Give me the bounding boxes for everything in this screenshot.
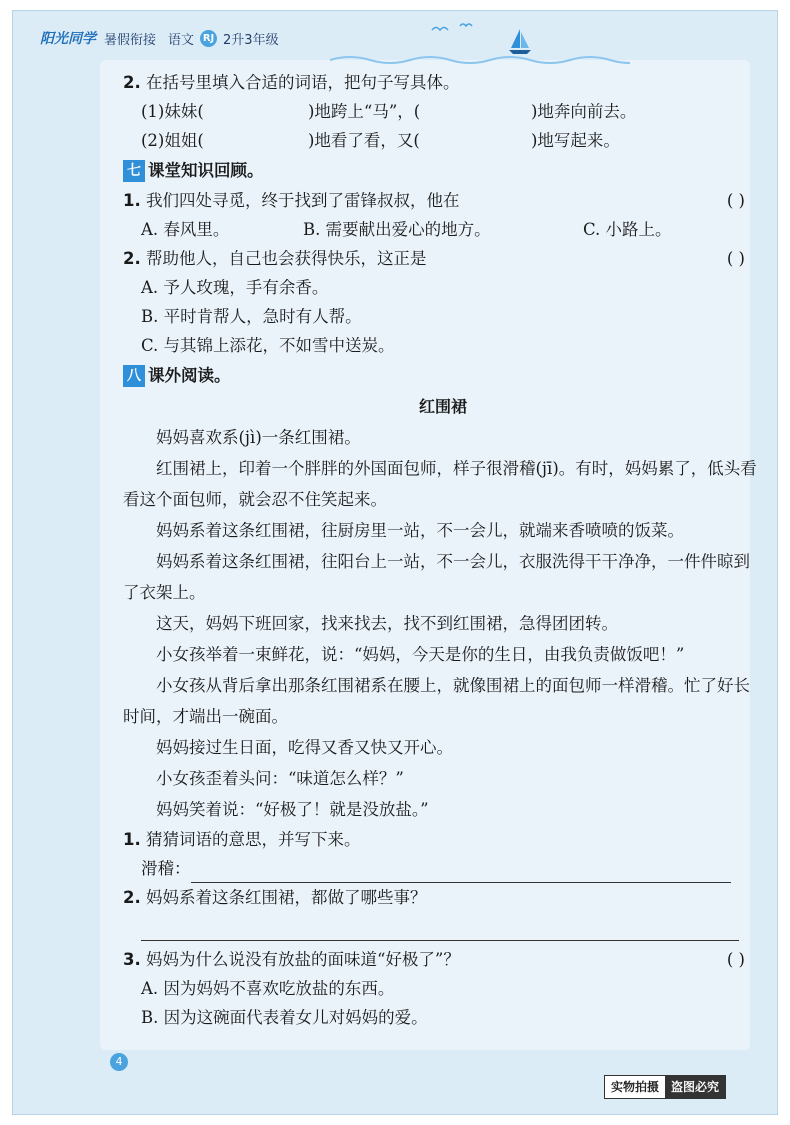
paragraph: 小女孩举着一束鲜花，说：“妈妈，今天是你的生日，由我负责做饭吧！” bbox=[156, 645, 685, 664]
answer-paren[interactable]: ( ) bbox=[726, 191, 745, 210]
option-c: C. 与其锦上添花，不如雪中送炭。 bbox=[141, 336, 395, 355]
series-label: 暑假衔接 bbox=[104, 32, 157, 48]
option-b: B. 平时肯帮人，急时有人帮。 bbox=[141, 307, 362, 326]
paragraph: 红围裙上，印着一个胖胖的外国面包师，样子很滑稽(jī)。有时，妈妈累了，低头看看这个面包师，就会忍不住笑起来。 bbox=[123, 459, 757, 509]
paragraph: 妈妈接过生日面，吃得又香又快又开心。 bbox=[156, 738, 453, 757]
paragraph: 这天，妈妈下班回家，找来找去，找不到红围裙，急得团团转。 bbox=[156, 614, 618, 633]
edition-badge: RJ bbox=[200, 30, 217, 47]
page-number: 4 bbox=[110, 1053, 128, 1071]
reading-question-1: 1. 猜猜词语的意思，并写下来。 bbox=[123, 830, 361, 849]
wave-decoration bbox=[330, 52, 630, 66]
paragraph: 小女孩歪着头问：“味道怎么样？” bbox=[156, 769, 404, 788]
section-8-title: 八 课外阅读。 bbox=[123, 360, 763, 391]
answer-row-huaji: 滑稽： bbox=[123, 854, 763, 883]
birds-icon bbox=[430, 20, 490, 36]
reading-question-3: 3. 妈妈为什么说没有放盐的面味道“好极了”？ ( ) bbox=[123, 945, 763, 974]
section-7-title: 七 课堂知识回顾。 bbox=[123, 155, 763, 186]
paragraph: 妈妈系着这条红围裙，往阳台上一站，不一会儿，衣服洗得干干净净，一件件晾到了衣架上。 bbox=[123, 552, 750, 602]
section-7-badge: 七 bbox=[123, 160, 145, 182]
passage-title: 红围裙 bbox=[418, 397, 467, 416]
answer-paren[interactable]: ( ) bbox=[726, 249, 745, 268]
question-fill-title: 2. 在括号里填入合适的词语，把句子写具体。 bbox=[123, 73, 460, 92]
worksheet-content bbox=[123, 68, 763, 1032]
answer-blank[interactable] bbox=[191, 860, 731, 883]
answer-line[interactable] bbox=[141, 912, 739, 941]
option-a: A. 春风里。 bbox=[141, 220, 230, 239]
option-c: C. 小路上。 bbox=[583, 220, 672, 239]
option-a: A. 予人玫瑰，手有余香。 bbox=[141, 278, 329, 297]
section-8-badge: 八 bbox=[123, 365, 145, 387]
subject-label: 语文 bbox=[168, 32, 195, 48]
paragraph: 妈妈系着这条红围裙，往厨房里一站，不一会儿，就端来香喷喷的饭菜。 bbox=[156, 521, 684, 540]
paragraph: 妈妈喜欢系(jì)一条红围裙。 bbox=[156, 428, 361, 447]
grade-label: 2升3年级 bbox=[223, 32, 279, 48]
s7-question-2: 2. 帮助他人，自己也会获得快乐，这正是 ( ) bbox=[123, 244, 763, 273]
option-a: A. 因为妈妈不喜欢吃放盐的东西。 bbox=[141, 979, 395, 998]
option-b: B. 因为这碗面代表着女儿对妈妈的爱。 bbox=[141, 1008, 428, 1027]
option-b: B. 需要献出爱心的地方。 bbox=[303, 220, 491, 239]
fill-row-2: (2)姐姐( )地看了看，又( )地写起来。 bbox=[141, 131, 620, 150]
paragraph: 妈妈笑着说：“好极了！就是没放盐。” bbox=[156, 800, 429, 819]
reading-question-2: 2. 妈妈系着这条红围裙，都做了哪些事？ bbox=[123, 888, 427, 907]
paragraph: 小女孩从背后拿出那条红围裙系在腰上，就像围裙上的面包师一样滑稽。忙了好长时间，才端出一碗面。 bbox=[123, 676, 750, 726]
s7-question-1: 1. 我们四处寻觅，终于找到了雷锋叔叔，他在 ( ) bbox=[123, 186, 763, 215]
fill-row-1: (1)妹妹( )地跨上“马”，( )地奔向前去。 bbox=[141, 102, 637, 121]
watermark-stamp: 实物拍摄 盗图必究 bbox=[604, 1075, 726, 1099]
page-header bbox=[40, 22, 279, 54]
s7-q1-options bbox=[123, 215, 763, 244]
answer-paren[interactable]: ( ) bbox=[726, 950, 745, 969]
brand-logo: 阳光同学 bbox=[40, 31, 96, 47]
